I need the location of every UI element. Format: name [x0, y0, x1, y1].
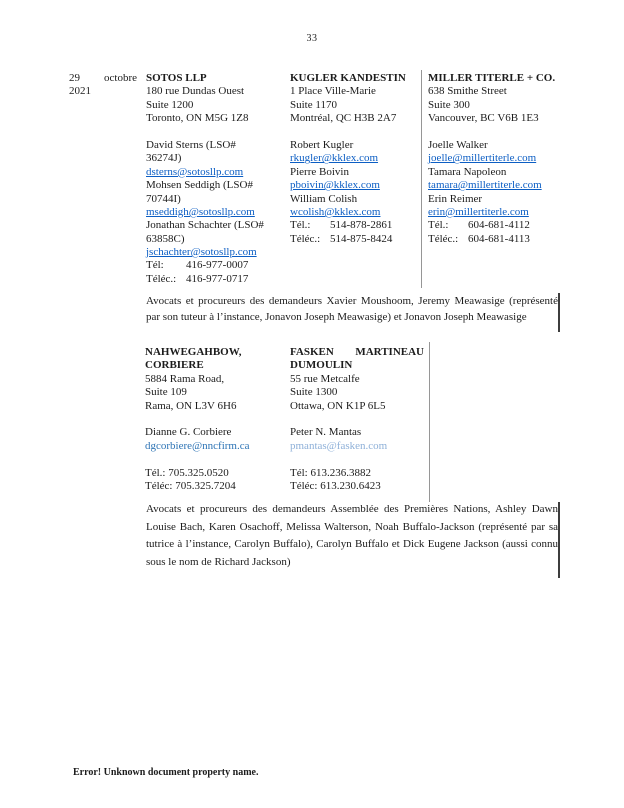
firm-name: MILLER TITERLE + CO.: [428, 72, 556, 84]
text-line: Tél.: 705.325.0520: [145, 466, 229, 479]
text-line: Téléc: 613.230.6423: [290, 479, 381, 492]
firm-name: KUGLER KANDESTIN: [290, 72, 406, 84]
date-month: octobre: [104, 72, 137, 84]
table-border-line: [421, 70, 422, 288]
text-line: sous le nom de Richard Jackson): [146, 555, 291, 568]
text-line: Suite 300: [428, 98, 470, 111]
date-day: 29: [69, 72, 80, 84]
date-year: 2021: [69, 85, 91, 98]
text-line: Suite 1300: [290, 386, 338, 399]
phone-label: Téléc.:: [428, 232, 459, 245]
phone-line: [290, 219, 426, 232]
firm-block-nahwegahbow: [145, 346, 285, 493]
text-line: Louise Bach, Karen Osachoff, Melissa Walterson, Noah Buffalo-Jackson (représenté par sa: [146, 520, 558, 533]
text-line: David Sterns (LSO#: [146, 138, 236, 151]
phone-number: 604-681-4112: [468, 219, 530, 232]
page-number: 33: [306, 33, 318, 44]
phone-line: [428, 219, 558, 232]
text-line: Vancouver, BC V6B 1E3: [428, 112, 539, 125]
table-border-line: [429, 342, 430, 502]
phone-label: Téléc.:: [146, 272, 177, 285]
blank-line: [290, 453, 424, 466]
text-line: 1 Place Ville-Marie: [290, 85, 376, 98]
text-line: Suite 109: [145, 386, 187, 399]
text-line: Peter N. Mantas: [290, 426, 362, 439]
blank-line: [145, 453, 285, 466]
phone-number: 416-977-0717: [186, 272, 249, 285]
email-link[interactable]: erin@millertiterle.com: [428, 205, 529, 218]
firm-name-word: FASKEN: [290, 346, 334, 358]
phone-number: 514-875-8424: [330, 232, 393, 245]
text-line: Montréal, QC H3B 2A7: [290, 112, 397, 125]
phone-line: [146, 273, 286, 286]
email-link[interactable]: mseddigh@sotosllp.com: [146, 205, 255, 218]
phone-label: Téléc.:: [290, 232, 321, 245]
email-link[interactable]: dsterns@sotosllp.com: [146, 165, 244, 178]
text-line: par son tuteur à l’instance, Jonavon Joseph Meawasige) et Jonavon Joseph Meawasige: [146, 310, 527, 323]
phone-label: Tél:: [146, 259, 164, 272]
text-line: Jonathan Schachter (LSO#: [146, 219, 264, 232]
firm-name: NAHWEGAHBOW,: [145, 346, 242, 358]
phone-line: [146, 259, 286, 272]
text-line: 5884 Rama Road,: [145, 372, 225, 385]
text-line: 638 Smithe Street: [428, 85, 507, 98]
firm-block-kugler: [290, 72, 426, 246]
firm-name: SOTOS LLP: [146, 72, 207, 84]
text-line: Avocats et procureurs des demandeurs Assemblée des Premières Nations, Ashley Dawn: [146, 503, 558, 515]
text-line: Téléc: 705.325.7204: [145, 479, 236, 492]
text-line: Joelle Walker: [428, 138, 488, 151]
date-line-1: [69, 72, 137, 85]
email-link[interactable]: pmantas@fasken.com: [290, 439, 388, 452]
firm-name-word: MARTINEAU: [355, 346, 424, 358]
blank-line: [290, 413, 424, 426]
text-line: Suite 1200: [146, 98, 194, 111]
firm-block-fasken: [290, 346, 424, 493]
text-line: Ottawa, ON K1P 6L5: [290, 399, 386, 412]
text-line: Erin Reimer: [428, 192, 483, 205]
text-line: 36274J): [146, 152, 182, 165]
phone-number: 604-681-4113: [468, 232, 530, 245]
firm-block-miller: [428, 72, 558, 246]
blank-line: [428, 126, 558, 139]
revision-bar: [558, 293, 560, 332]
text-line: Dianne G. Corbiere: [145, 426, 232, 439]
email-link[interactable]: dgcorbiere@nncfirm.ca: [145, 439, 250, 452]
phone-number: 514-878-2861: [330, 219, 393, 232]
text-line: Tél: 613.236.3882: [290, 466, 371, 479]
email-link[interactable]: pboivin@kklex.com: [290, 179, 380, 192]
text-line: Mohsen Seddigh (LSO#: [146, 179, 253, 192]
revision-bar: [558, 502, 560, 578]
phone-label: Tél.:: [428, 219, 449, 232]
text-line: Pierre Boivin: [290, 165, 349, 178]
text-line: tutrice à l’instance, Carolyn Buffalo), Carolyn Buffalo et Dick Eugene Jackson (aussi connu: [146, 538, 558, 550]
hearing-date: [69, 72, 137, 99]
text-line: Toronto, ON M5G 1Z8: [146, 112, 249, 125]
text-line: 63858C): [146, 232, 185, 245]
email-link[interactable]: joelle@millertiterle.com: [428, 152, 537, 165]
blank-line: [145, 413, 285, 426]
text-line: 70744I): [146, 192, 181, 205]
phone-line: [428, 233, 558, 246]
email-link[interactable]: jschachter@sotosllp.com: [146, 246, 257, 259]
phone-label: Tél.:: [290, 219, 311, 232]
firm-name: CORBIERE: [145, 359, 204, 372]
text-line: Rama, ON L3V 6H6: [145, 399, 237, 412]
blank-line: [290, 126, 426, 139]
email-link[interactable]: wcolish@kklex.com: [290, 205, 381, 218]
text-line: Tamara Napoleon: [428, 165, 507, 178]
email-link[interactable]: rkugler@kklex.com: [290, 152, 379, 165]
text-line: 55 rue Metcalfe: [290, 372, 360, 385]
text-line: 180 rue Dundas Ouest: [146, 85, 245, 98]
footer-error-text: Error! Unknown document property name.: [73, 767, 259, 778]
blank-line: [146, 126, 286, 139]
phone-number: 416-977-0007: [186, 259, 249, 272]
firm-name: DUMOULIN: [290, 359, 353, 372]
text-line: Suite 1170: [290, 98, 337, 111]
email-link[interactable]: tamara@millertiterle.com: [428, 179, 542, 192]
counsel-description-2: [146, 501, 558, 571]
text-line: Robert Kugler: [290, 138, 354, 151]
counsel-description-1: [146, 294, 558, 325]
firm-block-sotos: [146, 72, 286, 286]
text-line: Avocats et procureurs des demandeurs Xavier Moushoom, Jeremy Meawasige (représenté: [146, 295, 558, 307]
phone-line: [290, 233, 426, 246]
firm-name: [290, 346, 424, 359]
text-line: William Colish: [290, 192, 358, 205]
